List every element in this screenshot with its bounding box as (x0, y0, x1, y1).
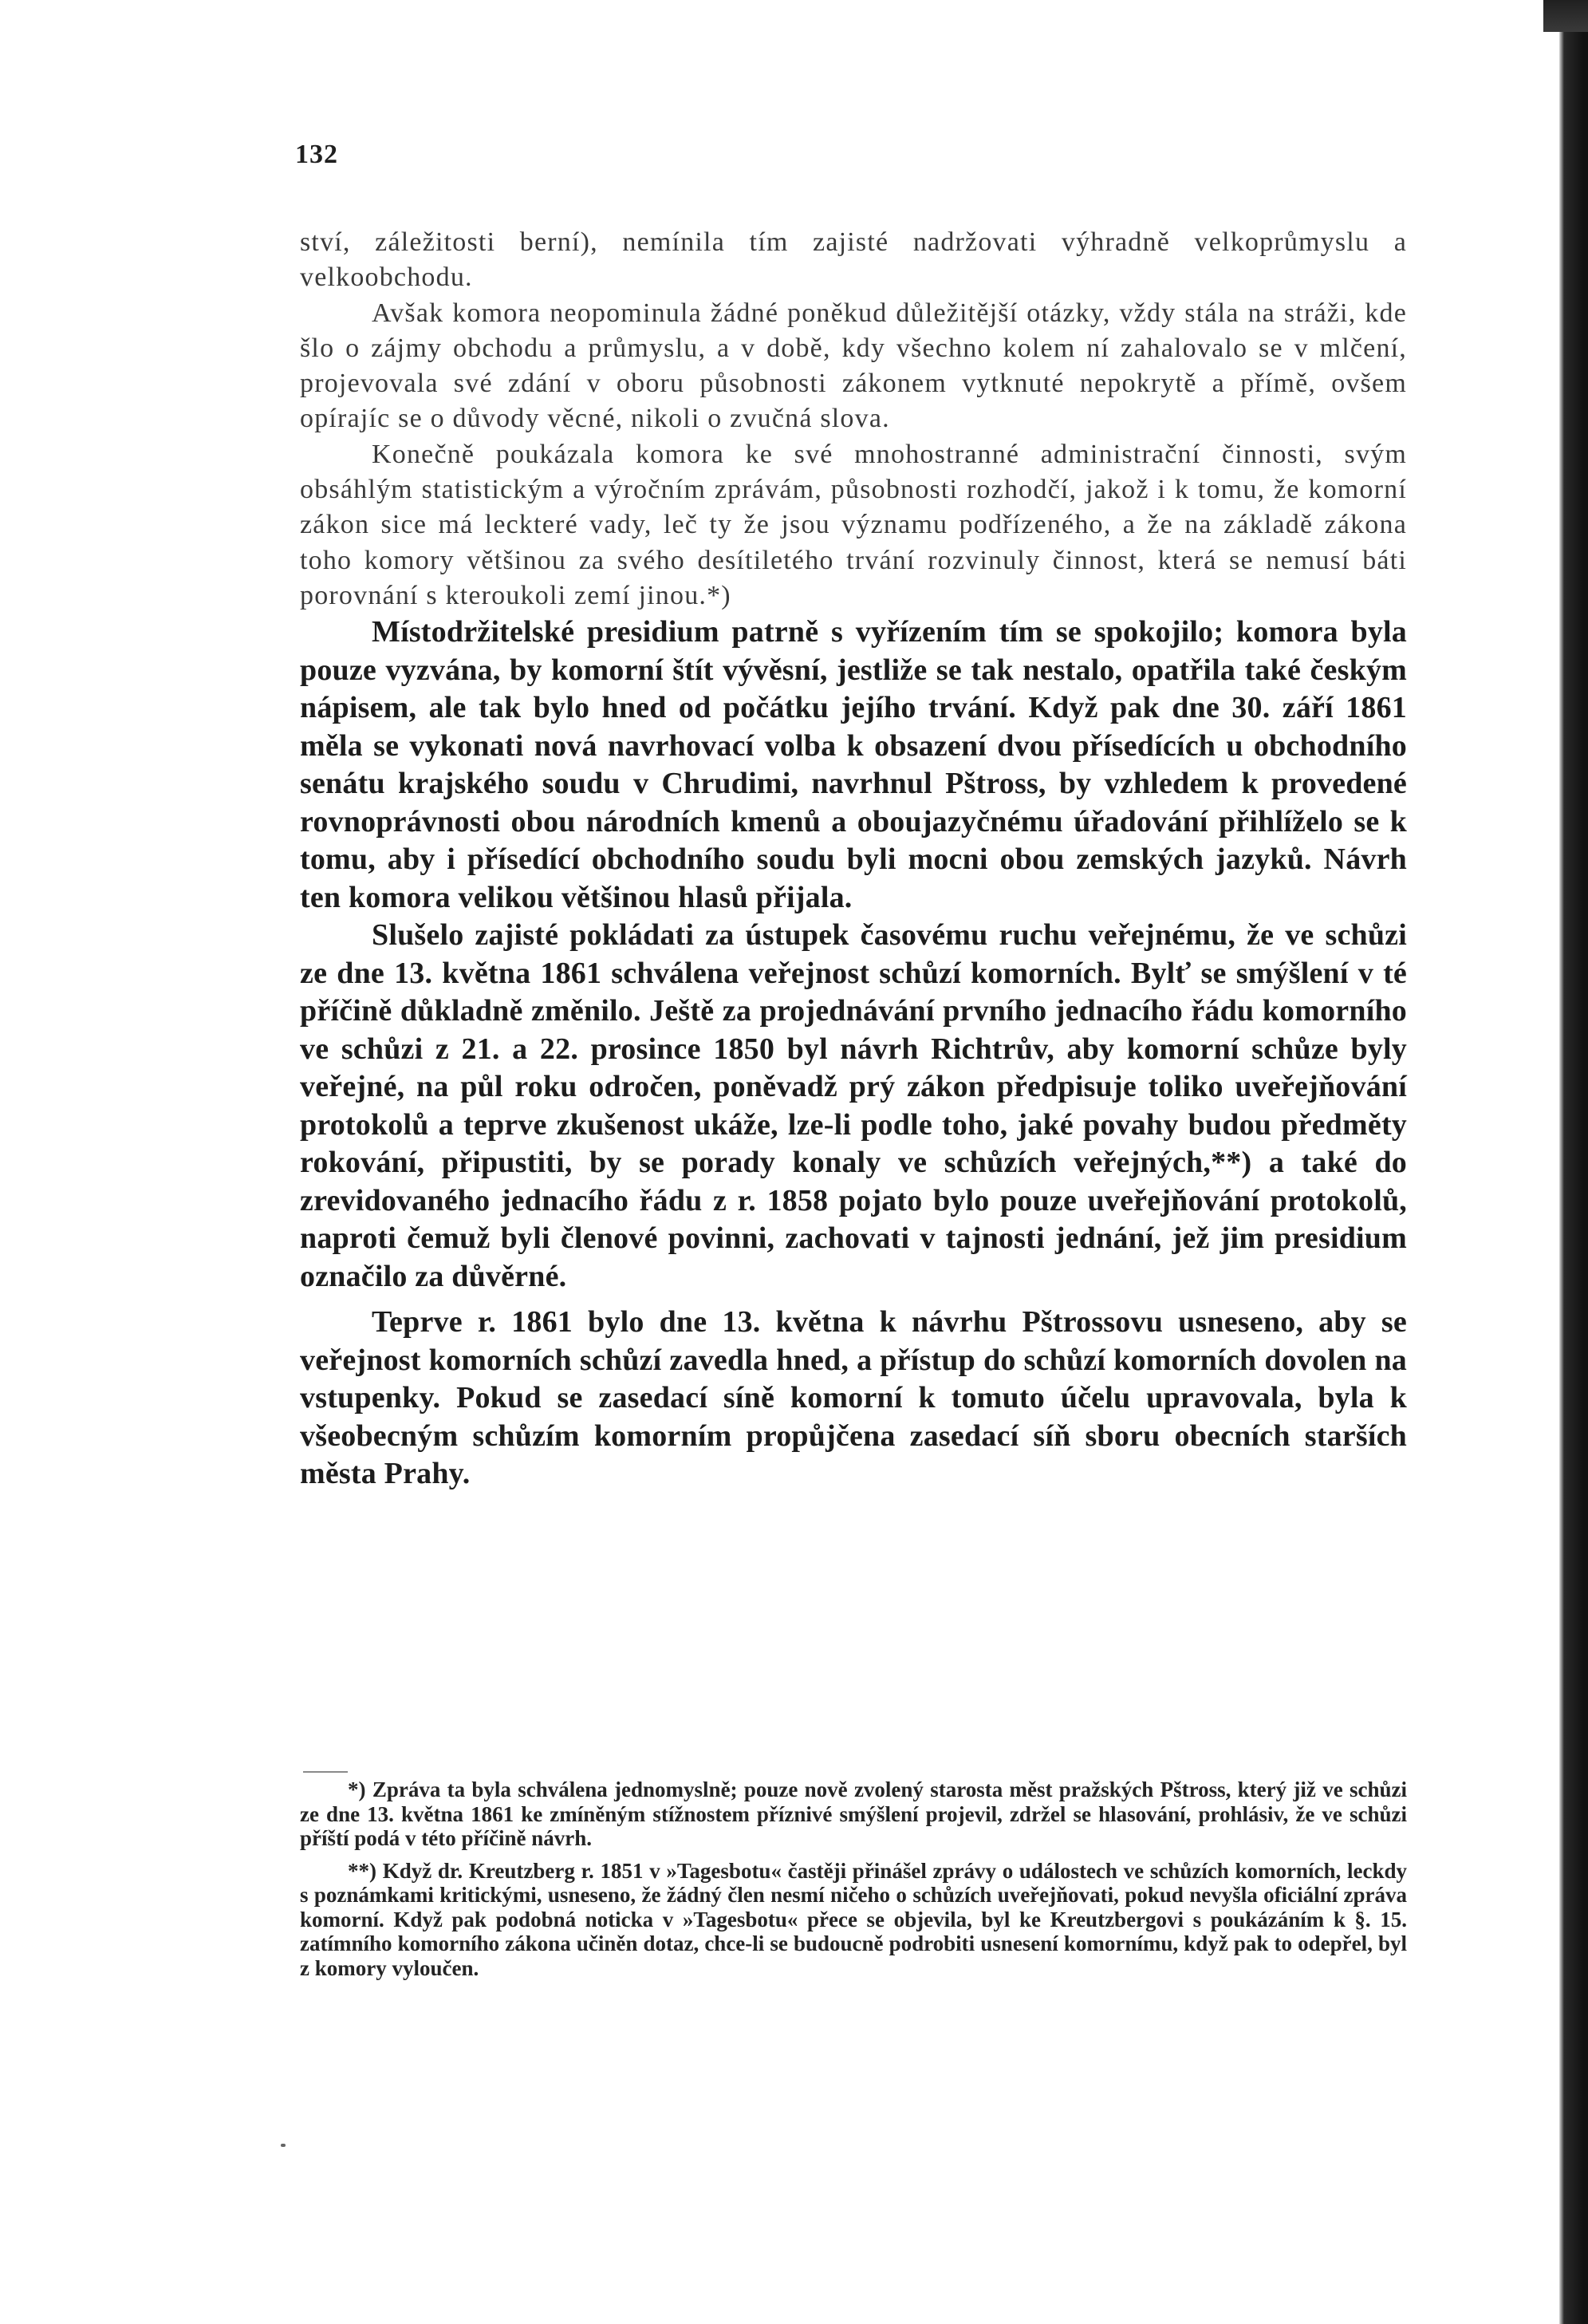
scan-edge-shadow (1559, 0, 1588, 2324)
footnote-mark: **) (348, 1858, 376, 1883)
paragraph-2: Avšak komora neopominula žádné poněkud důležitější otázky, vždy stála na stráži, kde šlo o zájmy obchodu a průmyslu, a v době, kdy všechno kolem ní zahalovalo se v mlčení, projevovala své zdání v oboru působnosti zákonem vytknuté nepokrytě a přímě, ovšem opírajíc se o důvody věcné, nikoli o zvučná slova. (300, 298, 1407, 434)
footnote-text: Zpráva ta byla schválena jednomyslně; pouze nově zvolený starosta měst pražských Pštross, který již ve schůzi ze dne 13. května 1861 ke zmíněným stížnostem příznivé smýšlení projevil, zdržel se hlasování, prohlásiv, že ve schůzi příští podá v této příčině návrh. (300, 1778, 1408, 1850)
page-number: 132 (295, 140, 338, 169)
scan-speck (281, 2144, 286, 2147)
footnote-1 (300, 1778, 1407, 1851)
scan-corner-shadow (1543, 0, 1588, 32)
paragraph-6: Teprve r. 1861 bylo dne 13. května k návrhu Pštrossovu usneseno, aby se veřejnost komorních schůzí zavedla hned, a přístup do schůzí komorních dovolen na vstupenky. Pokud se zasedací síně komorní k tomuto účelu upravovala, byla k všeobecným schůzím komorním propůjčena zasedací síň sboru obecních starších města Prahy. (300, 1305, 1407, 1491)
footnotes (300, 1778, 1407, 1988)
main-text (300, 225, 1407, 1493)
paragraph-4: Místodržitelské presidium patrně s vyřízením tím se spokojilo; komora byla pouze vyzvána, by komorní štít vývěsní, jestliže se tak nestalo, opatřila také českým nápisem, ale tak bylo hned od počátku jejího trvání. Když pak dne 30. září 1861 měla se vykonati nová navrhovací volba k obsazení dvou přísedících u obchodního senátu krajského soudu v Chrudimi, navrhnul Pštross, by vzhledem k provedené rovnoprávnosti obou národních kmenů a oboujazyčnému úřadování přihlíželo se k tomu, aby i přísedící obchodního soudu byli mocni obou zemských jazyků. Návrh ten komora velikou většinou hlasů přijala. (300, 615, 1407, 914)
paragraph-5: Slušelo zajisté pokládati za ústupek časovému ruchu veřejnému, že ve schůzi ze dne 13. května 1861 schválena veřejnost schůzí komorních. Bylť se smýšlení v té příčině důkladně změnilo. Ještě za projednávání prvního jednacího řádu komorního ve schůzi z 21. a 22. prosince 1850 byl návrh Richtrův, aby komorní schůze byly veřejné, na půl roku odročen, poněvadž prý zákon předpisuje toliko uveřejňování protokolů a teprve zkušenost ukáže, lze-li podle toho, jaké povahy budou předměty rokování, připustiti, by se porady konaly ve schůzích veřejných,**) a také do zrevidovaného jednacího řádu z r. 1858 pojato bylo pouze uveřejňování protokolů, naproti čemuž byli členové povinni, zachovati v tajnosti jednání, jež jim presidium označilo za důvěrné. (300, 918, 1407, 1293)
paragraph-3: Konečně poukázala komora ke své mnohostranné administrační činnosti, svým obsáhlým statistickým a výročním zprávám, působnosti rozhodčí, jakož i k tomu, že komorní zákon sice má leckteré vady, leč ty že jsou významu podřízeného, a že na základě zákona toho komory většinou za svého desítiletého trvání rozvinuly činnost, která se nemusí báti porovnání s kteroukoli zemí jinou.*) (300, 439, 1407, 610)
paragraph-1: ství, záležitosti berní), nemínila tím zajisté nadržovati výhradně velkoprůmyslu a velkoobchodu. (300, 227, 1407, 293)
footnote-text: Když dr. Kreutzberg r. 1851 v »Tagesbotu« častěji přinášel zprávy o událostech ve schůzích komorních, leckdy s poznámkami kritickými, usneseno, že žádný člen nesmí ničeho o schůzích uveřejňovati, pokud nevyšla oficiální zpráva komorní. Když pak podobná noticka v »Tagesbotu« přece se objevila, byl ke Kreutzbergovi s poukázáním k §. 15. zatímního komorního zákona učiněn dotaz, chce-li se budoucně podrobiti usnesení komornímu, když pak to odepřel, byl z komory vyloučen. (300, 1858, 1407, 1980)
footnote-2 (300, 1859, 1407, 1981)
footnote-mark: *) (348, 1778, 366, 1801)
footnote-divider (303, 1771, 348, 1773)
